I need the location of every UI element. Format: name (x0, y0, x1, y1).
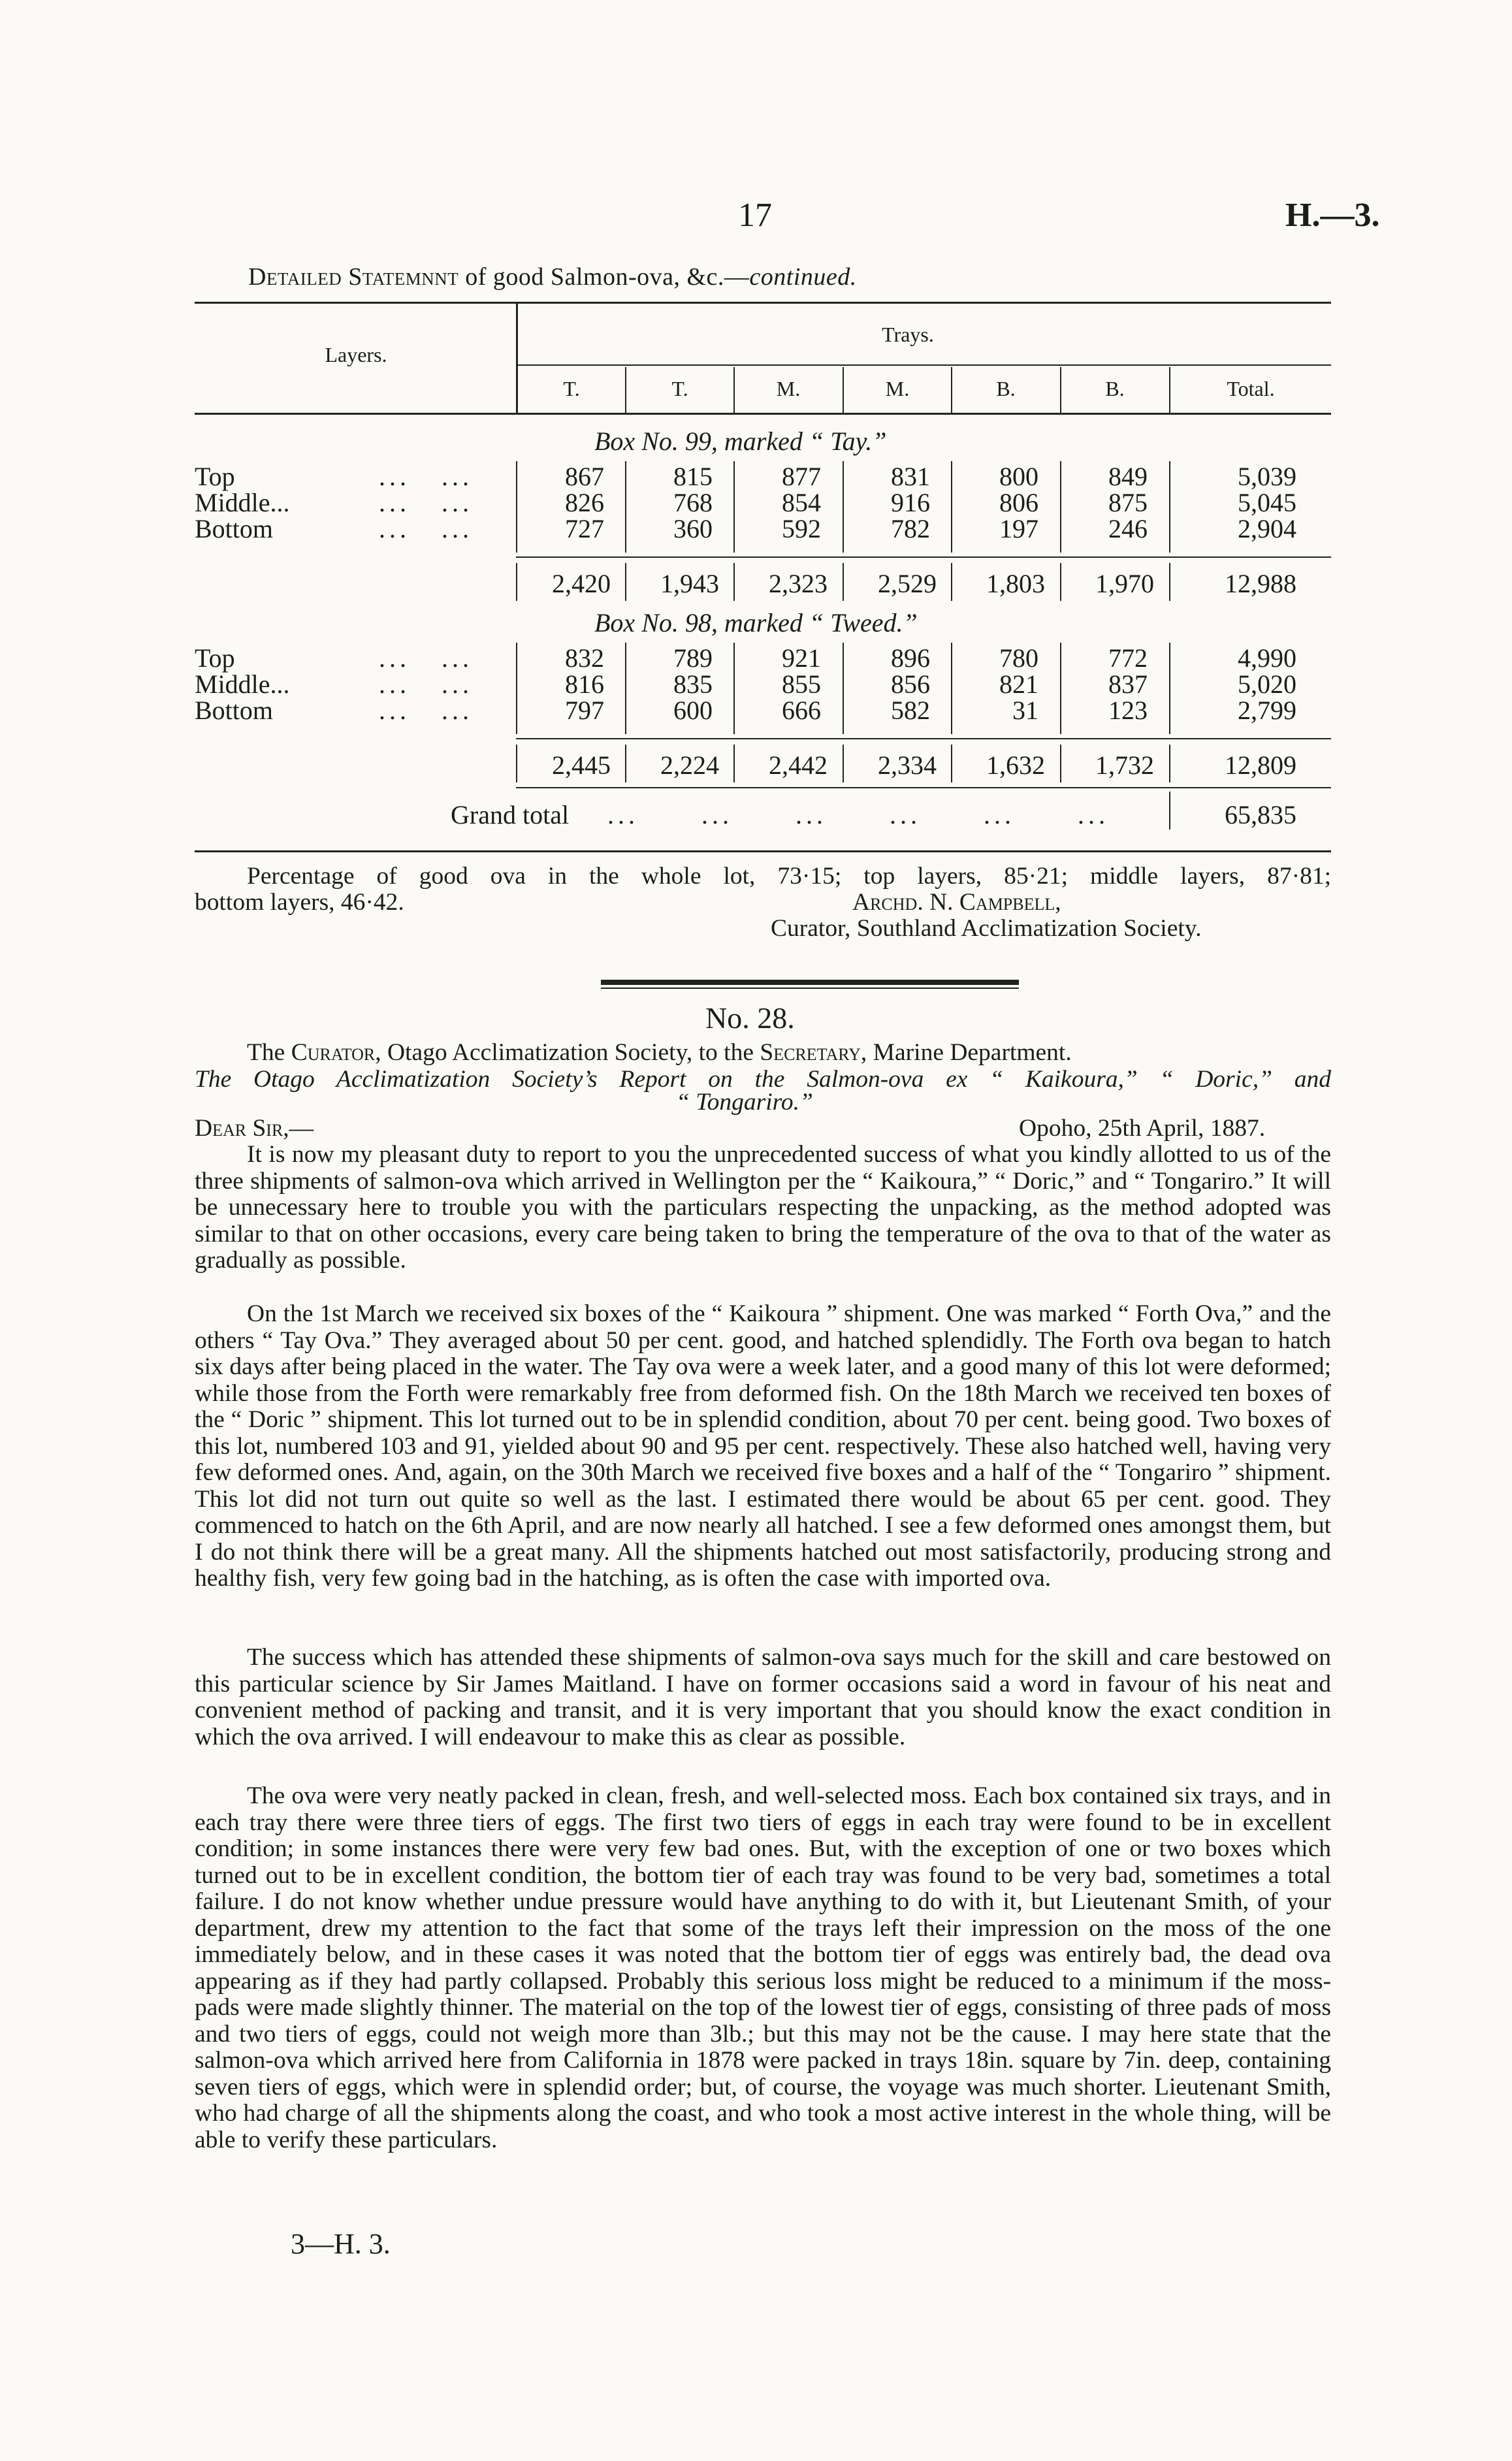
row-total: 5,020 (1238, 669, 1296, 699)
cell: 666 (782, 696, 821, 725)
place-date: Opoho, 25th April, 1887. (1019, 1115, 1266, 1142)
subtotal-total: 12,988 (1225, 569, 1296, 598)
body-divider-4 (951, 461, 952, 553)
cell: 896 (891, 643, 930, 673)
table-title-caps: Detailed Statemnnt (248, 263, 459, 291)
header-tray-4: M. (885, 377, 910, 400)
subtotal-cell: 1,732 (1095, 750, 1154, 780)
sub-divider-11 (951, 745, 952, 782)
subtotal-cell: 1,803 (986, 569, 1045, 598)
row-total: 2,799 (1238, 696, 1296, 725)
sub-divider-7 (516, 745, 517, 782)
col-divider-5 (1060, 367, 1061, 413)
cell: 831 (891, 462, 930, 491)
header-layers: Layers. (325, 343, 387, 366)
col-divider-1 (625, 367, 626, 413)
cell: 806 (999, 488, 1038, 517)
cell: 826 (565, 488, 604, 517)
row-label: Top (195, 462, 235, 491)
sub-divider-3 (843, 563, 844, 601)
letter-from: The Curator, Otago Acclimatization Society, to the Secretary, Marine Department. (247, 1039, 1072, 1066)
body-divider-2 (733, 461, 735, 553)
cell: 821 (999, 669, 1038, 699)
subtotal-cell: 1,970 (1095, 569, 1154, 598)
grand-total-rule (516, 787, 1331, 788)
subtotal-cell: 2,334 (878, 750, 937, 780)
table-trays-rule (516, 364, 1331, 366)
letter-subject-2: “ Tongariro.” (676, 1089, 813, 1116)
body-divider-6 (1169, 461, 1170, 553)
subtotal-cell: 2,224 (660, 750, 719, 780)
table-top-rule (195, 302, 1331, 304)
subtotal-cell: 2,445 (552, 750, 611, 780)
cell: 360 (673, 514, 713, 543)
grand-total-label: Grand total (451, 800, 570, 829)
body-divider-11 (951, 643, 952, 734)
sub-divider-12 (1060, 745, 1061, 782)
row-total: 5,045 (1238, 488, 1296, 517)
cell: 768 (673, 488, 713, 517)
signer-title: Curator, Southland Acclimatization Society. (771, 915, 1202, 942)
leader-dots: ... ... ... ... ... ... (607, 800, 1109, 829)
sub-divider-2 (733, 563, 735, 601)
row-label: Bottom (195, 696, 274, 725)
body-divider-7 (516, 643, 517, 734)
letter-paragraph-3: The success which has attended these shipments of salmon-ova says much for the skill and care bestowed on this particular science by Sir James Maitland. I have on former occasions said a word in favour of his neat and convenient method of packing and transit, and it is very important that you should know the exact condition in which the ova arrived. I will endeavour to make this as clear as possible. (195, 1644, 1331, 1750)
row-label: Top (195, 643, 235, 673)
section-rule (601, 980, 1019, 985)
box-caption: Box No. 98, marked “ Tweed.” (594, 608, 918, 637)
leader-dots: ... ... (379, 462, 473, 491)
signer-name: Archd. N. Campbell, (852, 889, 1061, 916)
subtotal-cell: 2,420 (552, 569, 611, 598)
table-title-plain: of good Salmon-ova, &c.— (458, 263, 750, 291)
sub-divider-4 (951, 563, 952, 601)
leader-dots: ... ... (379, 514, 473, 543)
page-number: 17 (738, 197, 772, 234)
cell: 197 (999, 514, 1038, 543)
sub-divider-8 (625, 745, 626, 782)
body-divider-0 (516, 461, 517, 553)
grand-total-value: 65,835 (1225, 800, 1296, 829)
header-tray-6: B. (1105, 377, 1125, 400)
cell: 31 (1012, 696, 1038, 725)
cell: 856 (891, 669, 930, 699)
cell: 582 (891, 696, 930, 725)
body-divider-8 (625, 643, 626, 734)
cell: 849 (1108, 462, 1148, 491)
letter-paragraph-4: The ova were very neatly packed in clean, fresh, and well-selected moss. Each box contained six trays, and in each tray there were three tiers of eggs. The first two tiers of eggs in each tray were found to be in excellent condition; in some instances there were very few bad ones. But, with the exception of one or two boxes which turned out to be in excellent condition, the bottom tier of each tray was found to be very bad, sometimes a total failure. I do not know whether undue pressure would have anything to do with it, but Lieutenant Smith, of your department, drew my attention to the fact that some of the trays left their impression on the moss of the one immediately below, and in these cases it was noted that the bottom tier of eggs was entirely bad, the dead ova appearing as if they had partly collapsed. Probably this serious loss might be reduced to a minimum if the moss-pads were made slightly thinner. The material on the top of the lowest tier of eggs, consisting of three pads of moss and two tiers of eggs, could not weigh more than 3lb.; but this may not be the cause. I may here state that the salmon-ova which arrived here from California in 1878 were packed in trays 18in. square by 7in. deep, containing seven tiers of eggs, which were in splendid order; but, of course, the voyage was much shorter. Lieutenant Smith, who had charge of all the shipments along the coast, and who took a most active interest in the whole thing, will be able to verify these particulars. (195, 1782, 1331, 2153)
sub-divider-13 (1169, 745, 1170, 782)
sub-divider-0 (516, 563, 517, 601)
sub-divider-10 (843, 745, 844, 782)
header-tray-3: M. (776, 377, 801, 400)
cell: 835 (673, 669, 713, 699)
signature-mark: 3—H. 3. (291, 2228, 391, 2260)
cell: 867 (565, 462, 604, 491)
row-total: 2,904 (1238, 514, 1296, 543)
body-divider-9 (733, 643, 735, 734)
row-label: Bottom (195, 514, 274, 543)
letter-subject-1: The Otago Acclimatization Society’s Report on the Salmon-ova ex “ Kaikoura,” “ Doric,” and (195, 1066, 1331, 1093)
cell: 789 (673, 643, 713, 673)
row-total: 5,039 (1238, 462, 1296, 491)
header-tray-5: B. (996, 377, 1016, 400)
leader-dots: ... ... (379, 488, 473, 517)
cell: 797 (565, 696, 604, 725)
header-tray-1: T. (563, 377, 580, 400)
subtotal-cell: 1,632 (986, 750, 1045, 780)
table-header-rule (195, 413, 1331, 415)
percentage-line-2: bottom layers, 46·42. (195, 889, 404, 916)
row-total: 4,990 (1238, 643, 1296, 673)
row-label: Middle... (195, 488, 290, 517)
letter-number: No. 28. (705, 1001, 795, 1035)
cell: 780 (999, 643, 1038, 673)
col-divider-4 (951, 367, 952, 413)
cell: 921 (782, 643, 821, 673)
grand-divider-0 (1169, 792, 1170, 829)
cell: 832 (565, 643, 604, 673)
col-divider-3 (843, 367, 844, 413)
cell: 916 (891, 488, 930, 517)
col-divider-2 (733, 367, 735, 413)
cell: 800 (999, 462, 1038, 491)
box98-subtotal-rule (516, 738, 1331, 739)
col-divider-6 (1169, 367, 1170, 413)
leader-dots: ... ... (379, 643, 473, 673)
subtotal-cell: 1,943 (660, 569, 719, 598)
table-bottom-rule (195, 850, 1331, 852)
leader-dots: ... ... (379, 669, 473, 699)
cell: 816 (565, 669, 604, 699)
body-divider-10 (843, 643, 844, 734)
header-tray-2: T. (671, 377, 688, 400)
subtotal-total: 12,809 (1225, 750, 1296, 780)
sub-divider-5 (1060, 563, 1061, 601)
cell: 727 (565, 514, 604, 543)
sub-divider-1 (625, 563, 626, 601)
cell: 837 (1108, 669, 1148, 699)
leader-dots: ... ... (379, 696, 473, 725)
box-caption: Box No. 99, marked “ Tay.” (594, 426, 887, 456)
cell: 123 (1108, 696, 1148, 725)
cell: 772 (1108, 643, 1148, 673)
percentage-line-1: Percentage of good ova in the whole lot, 73·15; top layers, 85·21; middle layers, 87·81; (247, 863, 1331, 890)
layers-divider (516, 302, 518, 413)
subtotal-cell: 2,442 (769, 750, 828, 780)
table-title-italic: continued. (749, 263, 857, 291)
letter-paragraph-1: It is now my pleasant duty to report to you the unprecedented success of what you kindly allotted to us of the three shipments of salmon-ova which arrived in Wellington per the “ Kaikoura,” “ Doric,” and “ Tongariro.” It will be unnecessary here to trouble you with the particulars respecting the unpacking, as the method adopted was similar to that on other occasions, every care being taken to bring the temperature of the ova to that of the water as gradually as possible. (195, 1141, 1331, 1274)
cell: 600 (673, 696, 713, 725)
subtotal-cell: 2,323 (769, 569, 828, 598)
row-label: Middle... (195, 669, 290, 699)
salutation: Dear Sir,— (195, 1115, 314, 1142)
cell: 877 (782, 462, 821, 491)
body-divider-12 (1060, 643, 1061, 734)
header-trays: Trays. (882, 323, 934, 346)
cell: 875 (1108, 488, 1148, 517)
section-rule-thin (601, 988, 1019, 989)
body-divider-13 (1169, 643, 1170, 734)
letter-paragraph-2: On the 1st March we received six boxes of the “ Kaikoura ” shipment. One was marked “ Forth Ova,” and the others “ Tay Ova.” They averaged about 50 per cent. good, and hatched splendidly. The Forth ova began to hatch six days after being placed in the water. The Tay ova were a week later, and a good many of this lot were deformed; while those from the Forth were remarkably free from deformed fish. On the 18th March we received ten boxes of the “ Doric ” shipment. This lot turned out to be in splendid condition, about 70 per cent. being good. Two boxes of this lot, numbered 103 and 91, yielded about 90 and 95 per cent. respectively. These also hatched well, having very few deformed ones. And, again, on the 30th March we received five boxes and a half of the “ Tongariro ” shipment. This lot did not turn out quite so well as the last. I estimated there would be about 65 per cent. good. They commenced to hatch on the 6th April, and are now nearly all hatched. I see a few deformed ones amongst them, but I do not think there will be a great many. All the shipments hatched out most satisfactorily, producing strong and healthy fish, very few going bad in the hatching, as is often the case with imported ova. (195, 1300, 1331, 1592)
cell: 592 (782, 514, 821, 543)
report-id: H.—3. (1285, 197, 1380, 234)
header-total: Total. (1227, 377, 1275, 400)
cell: 854 (782, 488, 821, 517)
body-divider-5 (1060, 461, 1061, 553)
table-title (248, 263, 857, 291)
subtotal-cell: 2,529 (878, 569, 937, 598)
sub-divider-6 (1169, 563, 1170, 601)
cell: 815 (673, 462, 713, 491)
body-divider-3 (843, 461, 844, 553)
sub-divider-9 (733, 745, 735, 782)
box99-subtotal-rule (516, 556, 1331, 558)
body-divider-1 (625, 461, 626, 553)
cell: 246 (1108, 514, 1148, 543)
cell: 855 (782, 669, 821, 699)
cell: 782 (891, 514, 930, 543)
